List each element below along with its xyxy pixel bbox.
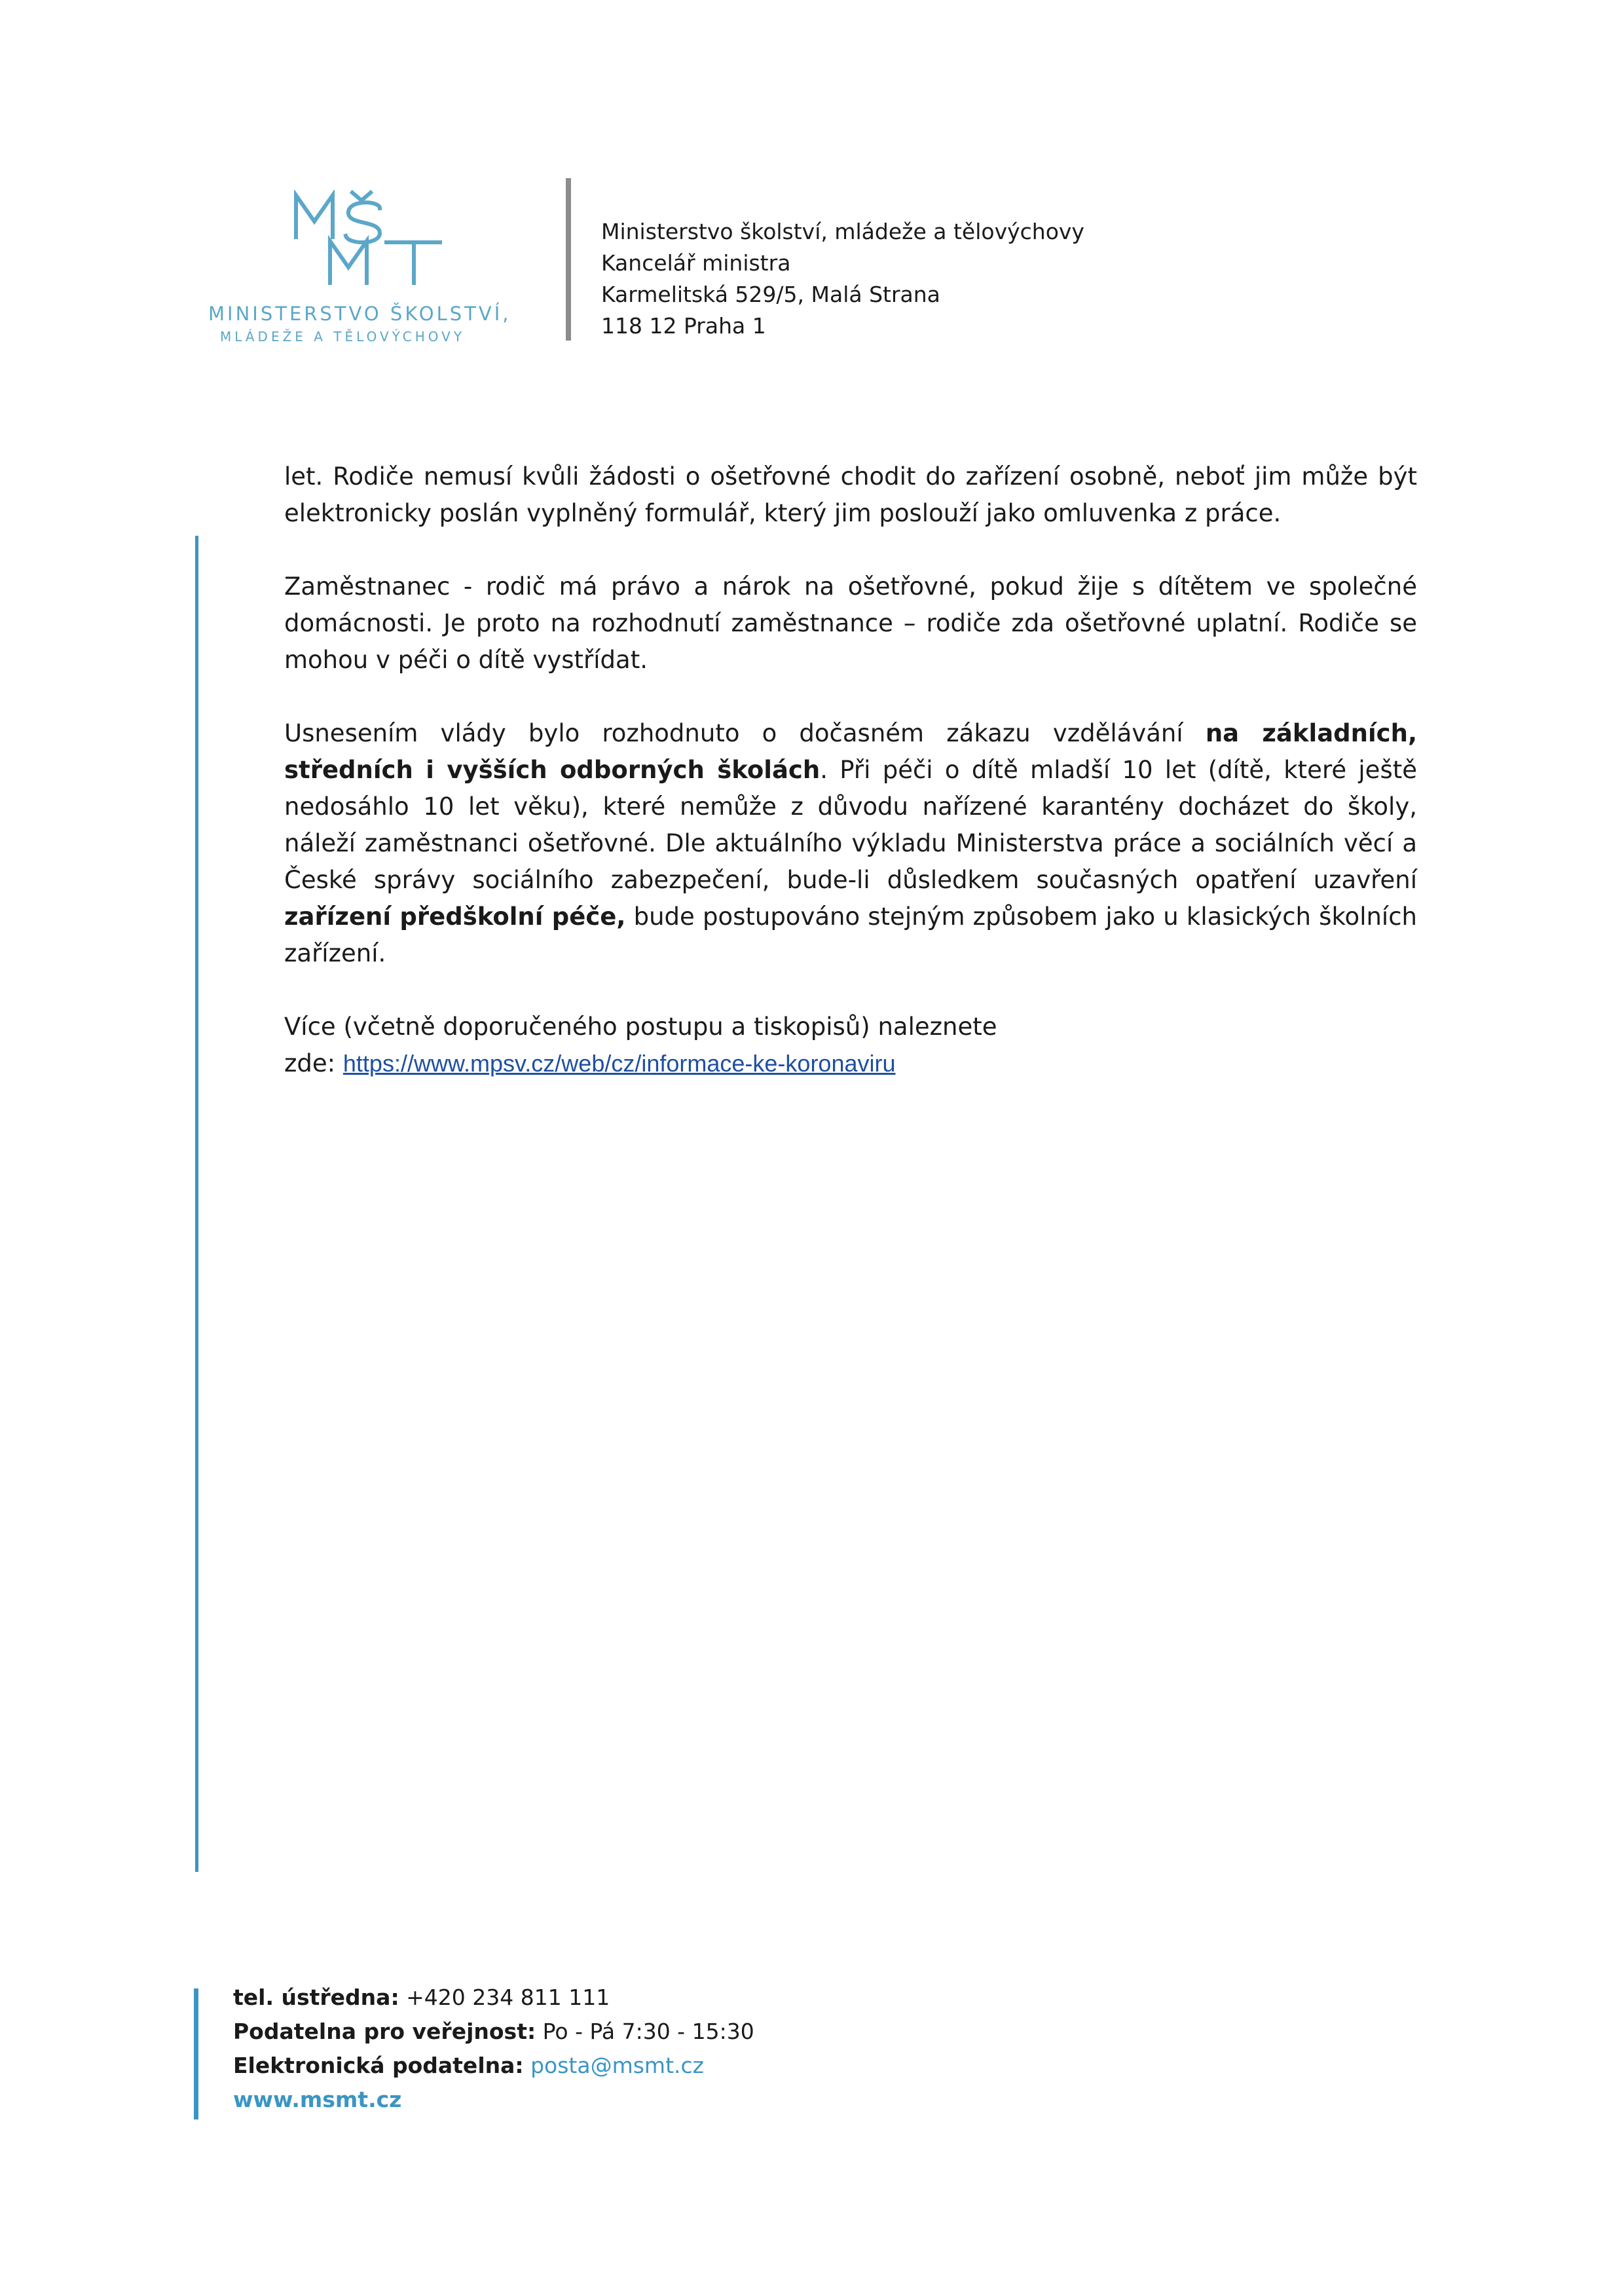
contact-footer xyxy=(233,1981,754,2117)
phone-value: +420 234 811 111 xyxy=(399,1985,610,2010)
paragraph-3-part-a: Usnesením vlády bylo rozhodnuto o dočasném zákazu vzdělávání xyxy=(284,719,1206,747)
paragraph-4-line-1: Více (včetně doporučeného postupu a tiskopisů) naleznete xyxy=(284,1013,997,1041)
paragraph-3-bold-preschool: zařízení předškolní péče, xyxy=(284,903,626,931)
letter-body xyxy=(284,458,1417,1119)
address-line-city: 118 12 Praha 1 xyxy=(601,313,766,339)
logo-line-2: MLÁDEŽE A TĚLOVÝCHOVY xyxy=(220,329,466,345)
msmt-logo-mark xyxy=(288,190,458,288)
footer-web xyxy=(233,2083,754,2117)
footer-divider xyxy=(194,1988,198,2119)
phone-label: tel. ústředna: xyxy=(233,1985,399,2010)
sender-address xyxy=(601,216,1084,342)
office-hours-value: Po - Pá 7:30 - 15:30 xyxy=(536,2019,754,2044)
mpsv-link[interactable]: https://www.mpsv.cz/web/cz/informace-ke-koronaviru xyxy=(342,1050,896,1077)
email-label: Elektronická podatelna: xyxy=(233,2053,524,2078)
paragraph-3 xyxy=(284,715,1417,972)
email-link[interactable]: posta@msmt.cz xyxy=(530,2053,704,2078)
office-hours-label: Podatelna pro veřejnost: xyxy=(233,2019,536,2044)
paragraph-2: Zaměstnanec - rodič má právo a nárok na ošetřovné, pokud žije s dítětem ve společné domácnosti. Je proto na rozhodnutí zaměstnance – rodiče zda ošetřovné uplatní. Rodiče se mohou v péči o dítě vystřídat. xyxy=(284,572,1417,674)
paragraph-3-part-c: . Při péči o dítě mladší 10 let (dítě, které ještě nedosáhlo 10 let věku), které nemůže z důvodu nařízené karantény docházet do školy, náleží zaměstnanci ošetřovné. Dle aktuálního výkladu Ministerstva práce a sociálních věcí a České správy sociálního zabezpečení, bude-li důsledkem současných opatření uzavření xyxy=(284,756,1417,894)
website-link[interactable]: www.msmt.cz xyxy=(233,2087,402,2112)
paragraph-3-bold-schools: na základních, středních i vyšších odborných školách xyxy=(284,719,1417,784)
logo-line-1: MINISTERSTVO ŠKOLSTVÍ, xyxy=(208,303,511,325)
footer-office-hours xyxy=(233,2015,754,2049)
margin-rule xyxy=(195,536,198,1872)
address-line-ministry: Ministerstvo školství, mládeže a tělovýchovy xyxy=(601,219,1084,244)
paragraph-3-part-e: bude postupováno stejným způsobem jako u klasických školních zařízení. xyxy=(284,903,1417,967)
paragraph-1: let. Rodiče nemusí kvůli žádosti o ošetřovné chodit do zařízení osobně, neboť jim může být elektronicky poslán vyplněný formulář, který jim poslouží jako omluvenka z práce. xyxy=(284,462,1417,527)
paragraph-4-prefix: zde: xyxy=(284,1049,343,1077)
ministry-logo xyxy=(196,190,563,354)
address-line-office: Kancelář ministra xyxy=(601,250,791,276)
header-divider xyxy=(566,178,571,341)
address-line-street: Karmelitská 529/5, Malá Strana xyxy=(601,282,940,307)
footer-email xyxy=(233,2049,754,2083)
paragraph-4 xyxy=(284,1009,1417,1082)
footer-phone xyxy=(233,1981,754,2015)
